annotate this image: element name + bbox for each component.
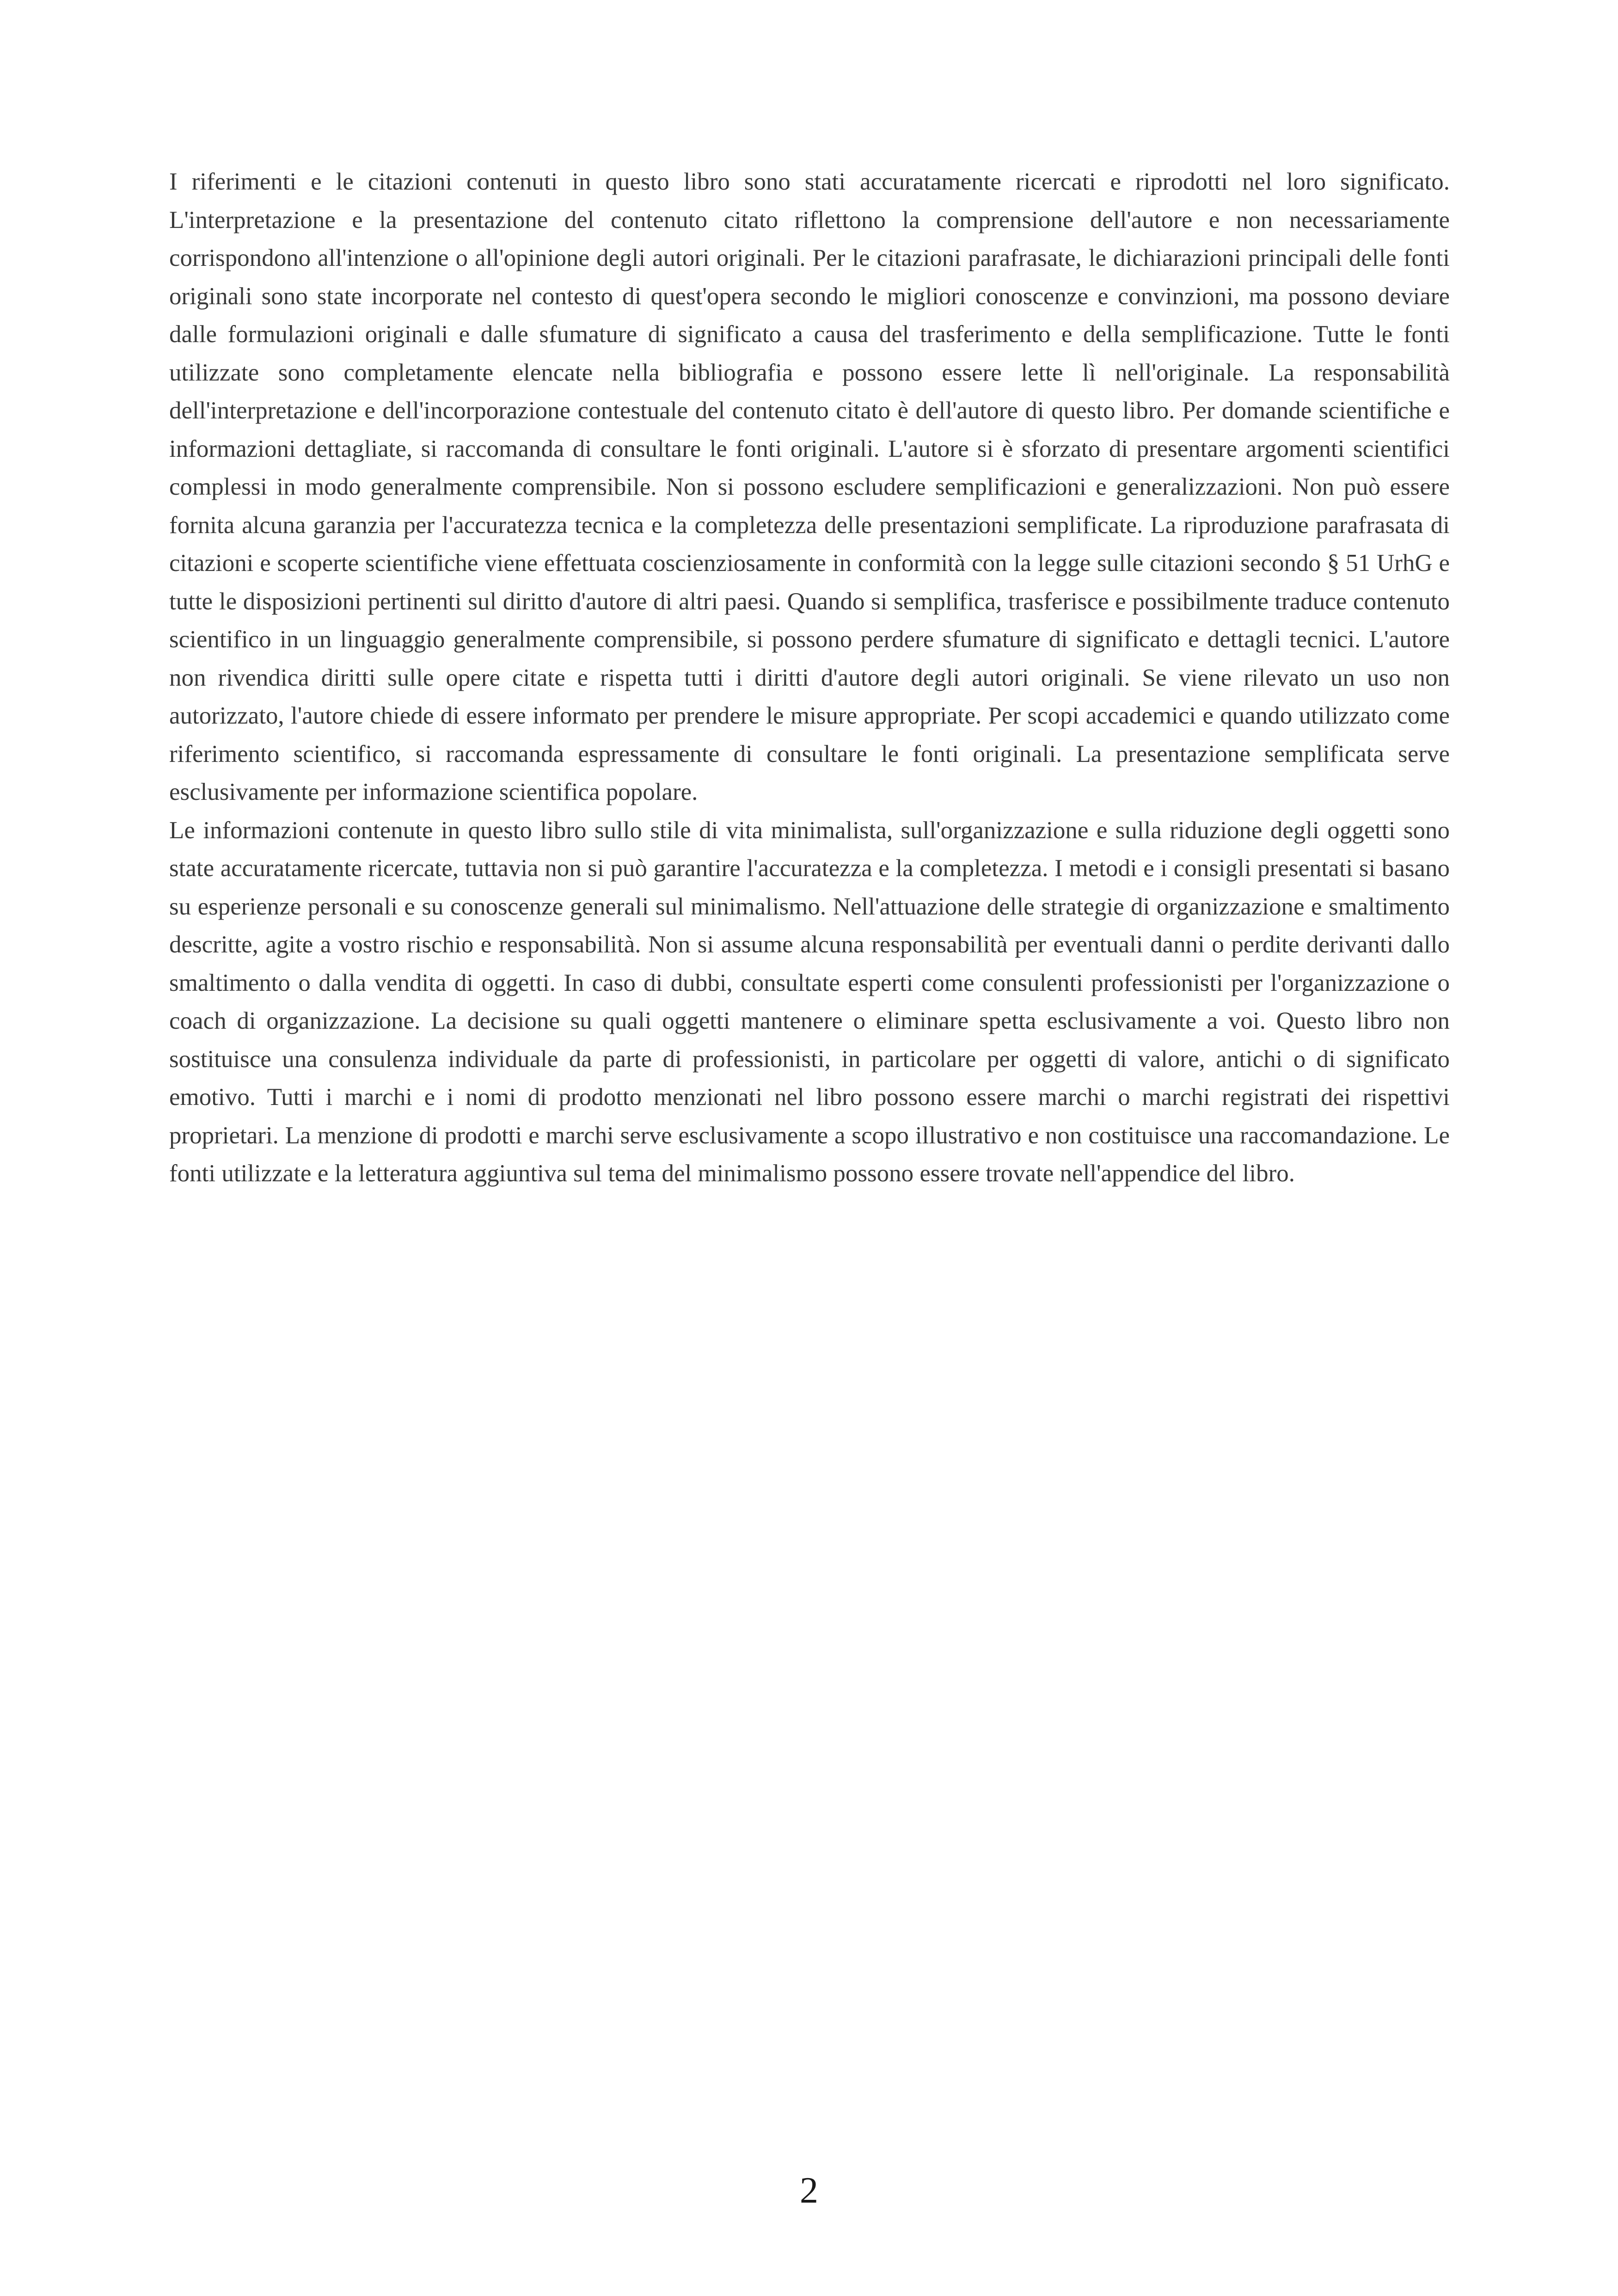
disclaimer-paragraph-minimalism: Le informazioni contenute in questo libro sullo stile di vita minimalista, sull'organizzazione e sulla riduzione degli oggetti sono state accuratamente ricercate, tuttavia non si può garantire l'accuratezza e la completezza. I metodi e i consigli presentati si basano su esperienze personali e su conoscenze generali sul minimalismo. Nell'attuazione delle strategie di organizzazione e smaltimento descritte, agite a vostro rischio e responsabilità. Non si assume alcuna responsabilità per eventuali danni o perdite derivanti dallo smaltimento o dalla vendita di oggetti. In caso di dubbi, consultate esperti come consulenti professionisti per l'organizzazione o coach di organizzazione. La decisione su quali oggetti mantenere o eliminare spetta esclusivamente a voi. Questo libro non sostituisce una consulenza individuale da parte di professionisti, in particolare per oggetti di valore, antichi o di significato emotivo. Tutti i marchi e i nomi di prodotto menzionati nel libro possono essere marchi o marchi registrati dei rispettivi proprietari. La menzione di prodotti e marchi serve esclusivamente a scopo illustrativo e non costituisce una raccomandazione. Le fonti utilizzate e la letteratura aggiuntiva sul tema del minimalismo possono essere trovate nell'appendice del libro. [169,816,1450,1187]
disclaimer-paragraph-citations: I riferimenti e le citazioni contenuti in questo libro sono stati accuratamente ricercati e riprodotti nel loro significato. L'interpretazione e la presentazione del contenuto citato riflettono la comprensione dell'autore e non necessariamente corrispondono all'intenzione o all'opinione degli autori originali. Per le citazioni parafrasate, le dichiarazioni principali delle fonti originali sono state incorporate nel contesto di quest'opera secondo le migliori conoscenze e convinzioni, ma possono deviare dalle formulazioni originali e dalle sfumature di significato a causa del trasferimento e della semplificazione. Tutte le fonti utilizzate sono completamente elencate nella bibliografia e possono essere lette lì nell'originale. La responsabilità dell'interpretazione e dell'incorporazione contestuale del contenuto citato è dell'autore di questo libro. Per domande scientifiche e informazioni dettagliate, si raccomanda di consultare le fonti originali. L'autore si è sforzato di presentare argomenti scientifici complessi in modo generalmente comprensibile. Non si possono escludere semplificazioni e generalizzazioni. Non può essere fornita alcuna garanzia per l'accuratezza tecnica e la completezza delle presentazioni semplificate. La riproduzione parafrasata di citazioni e scoperte scientifiche viene effettuata coscienziosamente in conformità con la legge sulle citazioni secondo § 51 UrhG e tutte le disposizioni pertinenti sul diritto d'autore di altri paesi. Quando si semplifica, trasferisce e possibilmente traduce contenuto scientifico in un linguaggio generalmente comprensibile, si possono perdere sfumature di significato e dettagli tecnici. L'autore non rivendica diritti sulle opere citate e rispetta tutti i diritti d'autore degli autori originali. Se viene rilevato un uso non autorizzato, l'autore chiede di essere informato per prendere le misure appropriate. Per scopi accademici e quando utilizzato come riferimento scientifico, si raccomanda espressamente di consultare le fonti originali. La presentazione semplificata serve esclusivamente per informazione scientifica popolare. [169,168,1450,805]
body-text [169,163,1450,1193]
page-number: 2 [800,2170,818,2211]
